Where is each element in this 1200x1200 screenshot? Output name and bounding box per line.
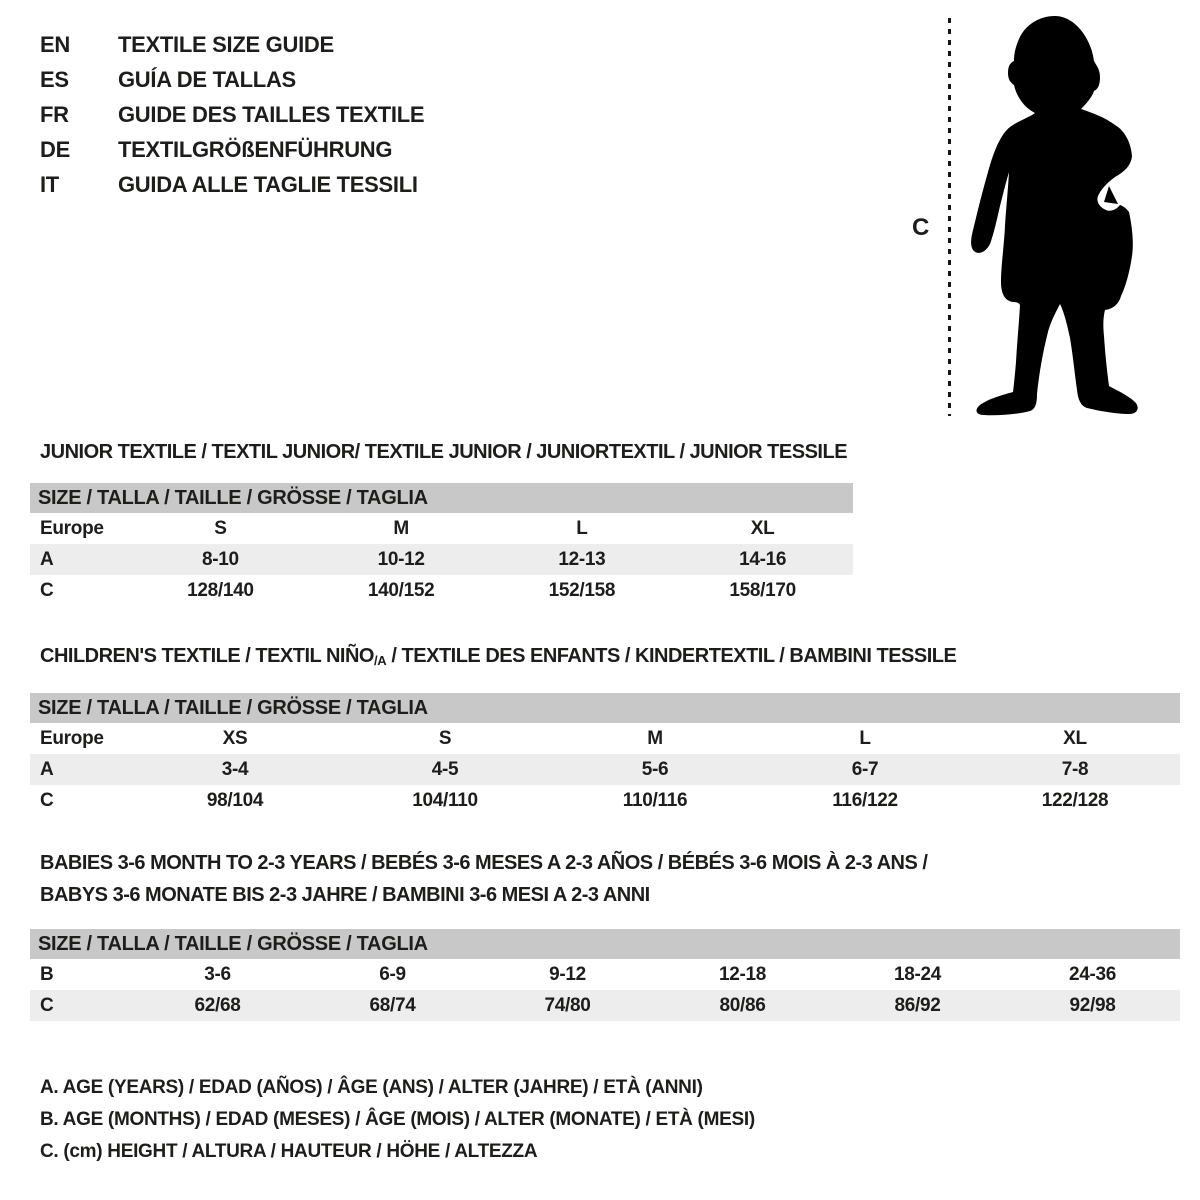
- table-row-a: [30, 754, 1180, 785]
- cell: S: [214, 517, 227, 539]
- lang-code: DE: [40, 136, 70, 162]
- cell: 80/86: [719, 994, 766, 1016]
- cell: L: [576, 517, 588, 539]
- row-label: A: [40, 548, 54, 570]
- height-measure-line: [948, 18, 951, 416]
- cell: 9-12: [549, 963, 586, 985]
- cell: 98/104: [206, 789, 264, 811]
- size-header-text: SIZE / TALLA / TAILLE / GRÖSSE / TAGLIA: [38, 932, 428, 955]
- legend-line-c: C. (cm) HEIGHT / ALTURA / HAUTEUR / HÖHE / ALTEZZA: [40, 1141, 538, 1162]
- cell: 6-7: [851, 758, 879, 780]
- cell: 92/98: [1069, 994, 1116, 1016]
- children-section-title: [40, 645, 956, 668]
- babies-title-line2: BABYS 3-6 MONATE BIS 2-3 JAHRE / BAMBINI 3-6 MESI A 2-3 ANNI: [40, 884, 650, 906]
- cell: 104/110: [412, 789, 478, 811]
- cell: L: [859, 727, 871, 749]
- row-label: Europe: [40, 727, 104, 749]
- height-measure-label: C: [912, 214, 930, 241]
- children-title-pre: CHILDREN'S TEXTILE / TEXTIL NIÑO: [40, 645, 374, 667]
- cell: 14-16: [739, 548, 787, 570]
- junior-size-table: [30, 483, 853, 606]
- cell: 74/80: [544, 994, 591, 1016]
- cell: 4-5: [431, 758, 459, 780]
- lang-row-fr: [40, 97, 424, 132]
- lang-title: GUÍA DE TALLAS: [118, 66, 296, 92]
- cell: 62/68: [194, 994, 241, 1016]
- cell: 12-18: [718, 963, 767, 985]
- row-label: Europe: [40, 517, 104, 539]
- lang-title: TEXTILGRÖßENFÜHRUNG: [118, 136, 393, 162]
- lang-row-de: [40, 132, 424, 167]
- table-row-c: [30, 575, 853, 606]
- lang-row-es: [40, 62, 424, 97]
- cell: 122/128: [1041, 789, 1109, 811]
- table-row-europe: [30, 513, 853, 544]
- cell: 140/152: [367, 579, 435, 601]
- table-row-europe: [30, 723, 1180, 754]
- row-label: C: [40, 789, 54, 811]
- cell: 3-4: [221, 758, 249, 780]
- size-header-bar: [30, 693, 1180, 723]
- language-title-list: [40, 27, 424, 202]
- table-row-a: [30, 544, 853, 575]
- row-label: B: [40, 963, 54, 985]
- lang-row-en: [40, 27, 424, 62]
- lang-title: TEXTILE SIZE GUIDE: [118, 31, 334, 57]
- junior-section-title: JUNIOR TEXTILE / TEXTIL JUNIOR/ TEXTILE JUNIOR / JUNIORTEXTIL / JUNIOR TESSILE: [40, 441, 848, 463]
- cell: 68/74: [369, 994, 416, 1016]
- lang-code: IT: [40, 171, 59, 197]
- table-row-b: [30, 959, 1180, 990]
- babies-size-table: [30, 929, 1180, 1021]
- row-label: A: [40, 758, 54, 780]
- cell: XL: [750, 517, 775, 539]
- table-row-c: [30, 990, 1180, 1021]
- row-label: C: [40, 579, 54, 601]
- size-header-bar: [30, 483, 853, 513]
- lang-code: ES: [40, 66, 69, 92]
- cell: 18-24: [893, 963, 942, 985]
- lang-code: EN: [40, 31, 70, 57]
- cell: 110/116: [622, 789, 688, 811]
- children-title-post: / TEXTILE DES ENFANTS / KINDERTEXTIL / BAMBINI TESSILE: [386, 645, 957, 667]
- children-size-table: [30, 693, 1180, 816]
- lang-title: GUIDE DES TAILLES TEXTILE: [118, 101, 425, 127]
- legend-line-b: B. AGE (MONTHS) / EDAD (MESES) / ÂGE (MOIS) / ALTER (MONATE) / ETÀ (MESI): [40, 1109, 755, 1130]
- cell: XS: [222, 727, 248, 749]
- cell: XL: [1063, 727, 1087, 749]
- cell: 152/158: [548, 579, 616, 601]
- table-row-c: [30, 785, 1180, 816]
- row-label: C: [40, 994, 54, 1016]
- cell: M: [647, 727, 663, 749]
- cell: 6-9: [379, 963, 406, 985]
- cell: S: [438, 727, 452, 749]
- size-header-text: SIZE / TALLA / TAILLE / GRÖSSE / TAGLIA: [38, 696, 428, 719]
- size-header-text: SIZE / TALLA / TAILLE / GRÖSSE / TAGLIA: [38, 486, 428, 509]
- babies-title-line1: BABIES 3-6 MONTH TO 2-3 YEARS / BEBÉS 3-6 MESES A 2-3 AÑOS / BÉBÉS 3-6 MOIS À 2-3 ANS /: [40, 852, 928, 874]
- legend-line-a: A. AGE (YEARS) / EDAD (AÑOS) / ÂGE (ANS) / ALTER (JAHRE) / ETÀ (ANNI): [40, 1077, 703, 1098]
- cell: 10-12: [377, 548, 425, 570]
- lang-code: FR: [40, 101, 69, 127]
- cell: 116/122: [832, 789, 898, 811]
- cell: 158/170: [729, 579, 796, 601]
- cell: 24-36: [1068, 963, 1117, 985]
- lang-row-it: [40, 167, 424, 202]
- cell: 3-6: [204, 963, 231, 985]
- measure-legend: [40, 1072, 755, 1168]
- babies-section-title: [40, 847, 927, 911]
- cell: 12-13: [558, 548, 606, 570]
- cell: 5-6: [641, 758, 669, 780]
- cell: 128/140: [187, 579, 254, 601]
- cell: 86/92: [894, 994, 941, 1016]
- children-title-sub: /A: [373, 653, 387, 668]
- size-header-bar: [30, 929, 1180, 959]
- cell: 8-10: [201, 548, 239, 570]
- lang-title: GUIDA ALLE TAGLIE TESSILI: [118, 171, 418, 197]
- cell: M: [393, 517, 409, 539]
- cell: 7-8: [1061, 758, 1089, 780]
- baby-silhouette-icon: [968, 14, 1146, 417]
